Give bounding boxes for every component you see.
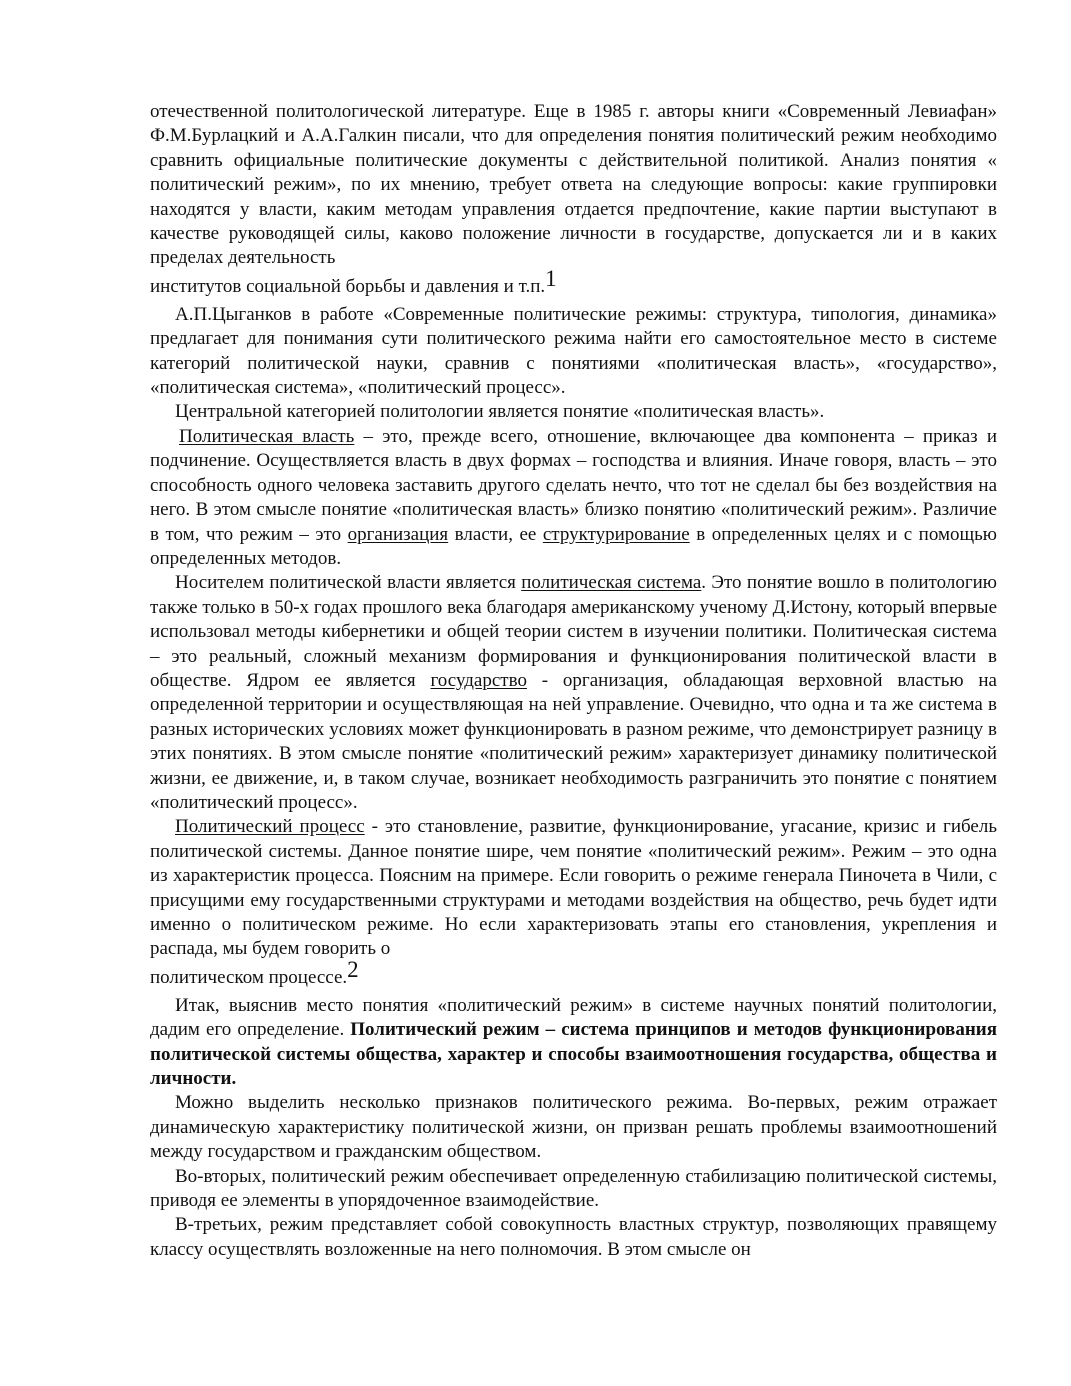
paragraph-1-tail-text: институтов социальной борьбы и давления и т.п. (150, 275, 546, 297)
paragraph-6-text: - это становление, развитие, функционирование, угасание, кризис и гибель политической системы. Данное понятие шире, чем понятие «политический режим». Режим – это одна из характеристик процесса. Поясним на примере. Если говорить о режиме генерала Пиночета в Чили, с присущими ему государственными структурами и методами воздействия на общество, речь будет идти именно о политическом режиме. Но если характеризовать этапы его становления, укрепления и распада, мы будем говорить о (150, 816, 997, 960)
paragraph-5-text-1: Носителем политической власти является (175, 572, 522, 594)
paragraph-4-text-3: в определенных целях и с помощью определенных методов. (150, 523, 997, 569)
paragraph-9: Во-вторых, политический режим обеспечивает определенную стабилизацию политической системы, приводя ее элементы в упорядоченное взаимодействие. (150, 1165, 997, 1212)
document-page (150, 100, 997, 1262)
paragraph-4-text-1: – это, прежде всего, отношение, включающее два компонента – приказ и подчинение. Осуществляется власть в двух формах – господства и влияния. Иначе говоря, власть – это способность одного человека заставить другого сделать нечто, что тот не сделал бы без воздействия на него. В этом смысле понятие «политическая власть» близко понятию «политический режим». Различие в том, что режим – это (150, 425, 997, 545)
paragraph-5 (150, 571, 997, 815)
paragraph-5-text-2: . Это понятие вошло в политологию также только в 50-х годах прошлого века благодаря американскому ученому Д.Истону, который впервые использовал методы кибернетики и общей теории систем в изучении политики. Политическая система – это реальный, сложный механизм формирования и функционирования политической власти в обществе. Ядром ее является (150, 572, 997, 691)
paragraph-6-tail (150, 956, 997, 994)
paragraph-6-tail-text: политическом процессе. (150, 966, 348, 988)
definition-political-regime: Политический режим – система принципов и методов функционирования политической системы общества, характер и способы взаимоотношения государства, общества и личности. (150, 1019, 997, 1090)
paragraph-1-text: отечественной политологической литературе. Еще в 1985 г. авторы книги «Современный Левиафан» Ф.М.Бурлацкий и А.А.Галкин писали, что для определения понятия политический режим необходимо сравнить официальные политические документы с действительной политикой. Анализ понятия « политический режим», по их мнению, требует ответа на следующие вопросы: какие группировки находятся у власти, каким методам управления отдается предпочтение, какие партии выступают в качестве руководящей силы, каково положение личности в государстве, допускается ли и в каких пределах деятельность (150, 101, 997, 269)
footnote-marker-1[interactable]: 1 (545, 265, 557, 291)
term-political-process: Политический процесс (175, 816, 365, 838)
paragraph-1 (150, 100, 997, 271)
paragraph-1-tail (150, 265, 997, 303)
paragraph-4-text-2: власти, ее (448, 523, 543, 545)
paragraph-4 (150, 425, 997, 571)
paragraph-7 (150, 994, 997, 1092)
term-structuring: структурирование (542, 523, 690, 545)
paragraph-10: В-третьих, режим представляет собой совокупность властных структур, позволяющих правящему классу осуществлять возложенные на него полномочия. В этом смысле он (150, 1214, 997, 1260)
term-state: государство (430, 669, 527, 691)
paragraph-3: Центральной категорией политологии является понятие «политическая власть». (175, 401, 825, 423)
paragraph-2: А.П.Цыганков в работе «Современные политические режимы: структура, типология, динамика» предлагает для понимания сути политического режима найти его самостоятельное место в системе категорий политической науки, сравнив с понятиями «политическая власть», «государство», «политическая система», «политический процесс». (150, 303, 997, 399)
paragraph-7-text: Итак, выяснив место понятия «политический режим» в системе научных понятий политологии, дадим его определение. (150, 994, 997, 1041)
paragraph-6 (150, 815, 997, 961)
paragraph-5-text-3: - организация, обладающая верховной властью на определенной территории и осуществляющая на ней управление. Очевидно, что одна и та же система в разных исторических условиях может функционировать в разном режиме, что демонстрирует разницу в этих понятиях. В этом смысле понятие «политический режим» характеризует динамику политической жизни, ее движение, и, в таком случае, возникает необходимость разграничить это понятие с понятием «политический процесс». (150, 669, 997, 813)
term-political-system: политическая система (521, 572, 702, 594)
term-organization: организация (347, 523, 449, 545)
term-political-power: Политическая власть (179, 425, 355, 447)
footnote-marker-2[interactable]: 2 (347, 956, 359, 982)
paragraph-8: Можно выделить несколько признаков политического режима. Во-первых, режим отражает динамическую характеристику политической жизни, он призван решать проблемы взаимоотношений между государством и гражданским обществом. (150, 1092, 997, 1163)
